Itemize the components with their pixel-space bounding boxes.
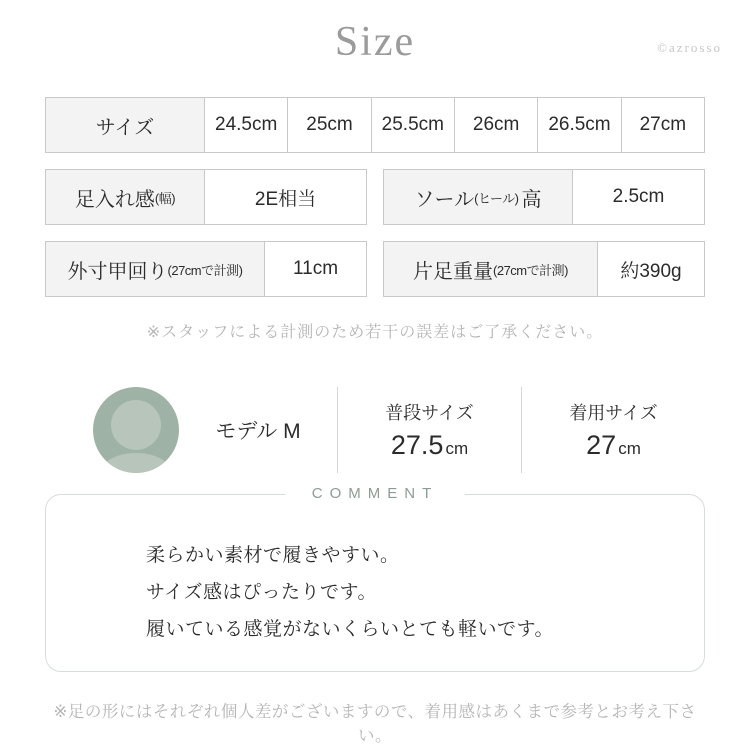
spec-label-girth — [45, 241, 265, 297]
size-value: 25cm — [288, 97, 371, 153]
content — [0, 97, 750, 746]
brand-watermark: ©azrosso — [657, 40, 722, 55]
spec-label-main: 足入れ感 — [74, 188, 155, 211]
spec-row-2 — [45, 241, 705, 297]
spec-label-main: 外寸甲回り — [67, 260, 168, 283]
worn-size-label: 着用サイズ — [569, 403, 658, 423]
spec-label-weight — [383, 241, 598, 297]
spec-label-sub: (ヒール) — [474, 190, 519, 206]
measurement-note: ※スタッフによる計測のため若干の誤差はご了承ください。 — [146, 324, 604, 341]
worn-size-unit: cm — [618, 439, 641, 458]
model-avatar-icon — [93, 387, 179, 473]
size-table — [45, 97, 705, 153]
size-value: 26cm — [455, 97, 538, 153]
spec-label-sole — [383, 169, 573, 225]
spec-label-main: 片足重量 — [413, 260, 494, 283]
usual-size-unit: cm — [445, 439, 469, 458]
bottom-note: ※足の形にはそれぞれ個人差がございますので、着用感はあくまで参考とお考え下さい。 — [53, 703, 697, 745]
spec-value-weight: 約390g — [598, 241, 705, 297]
spec-table-sole — [383, 169, 705, 225]
usual-size-label: 普段サイズ — [385, 403, 474, 423]
size-value: 27cm — [622, 97, 705, 153]
spec-table-fit — [45, 169, 367, 225]
avatar-head-shape — [111, 400, 161, 450]
size-table-header: サイズ — [45, 97, 205, 153]
spec-label-fit — [45, 169, 205, 225]
usual-size-value: 27.5 cm — [390, 430, 469, 460]
spec-value-girth: 11cm — [265, 241, 367, 297]
model-section — [45, 386, 705, 474]
comment-heading: COMMENT — [286, 485, 465, 502]
spec-label-tail: 高 — [521, 188, 542, 211]
comment-box — [45, 485, 705, 672]
size-value: 25.5cm — [372, 97, 455, 153]
avatar-shoulders-shape — [99, 453, 173, 473]
model-worn-size — [522, 399, 705, 461]
comment-line: 柔らかい素材で履きやすい。 — [146, 545, 400, 566]
model-usual-size — [338, 399, 521, 461]
worn-size-value: 27 cm — [586, 430, 641, 460]
spec-value-sole: 2.5cm — [573, 169, 705, 225]
spec-label-sub: (27cmで計測) — [167, 262, 243, 278]
comment-line: サイズ感はぴったりです。 — [146, 582, 377, 603]
size-value: 26.5cm — [538, 97, 621, 153]
page-header — [0, 0, 750, 97]
spec-value-fit: 2E相当 — [205, 169, 367, 225]
comment-line: 履いている感覚がないくらいとても軽いです。 — [146, 619, 554, 640]
size-value: 24.5cm — [205, 97, 288, 153]
model-name: モデル M — [215, 420, 301, 443]
spec-label-sub: (27cmで計測) — [493, 262, 568, 278]
spec-table-weight — [383, 241, 705, 297]
spec-row-1 — [45, 169, 705, 225]
spec-label-main: ソール — [414, 188, 475, 211]
spec-label-sub: (幅) — [154, 190, 176, 206]
page-title: Size — [334, 19, 416, 65]
spec-table-girth — [45, 241, 367, 297]
